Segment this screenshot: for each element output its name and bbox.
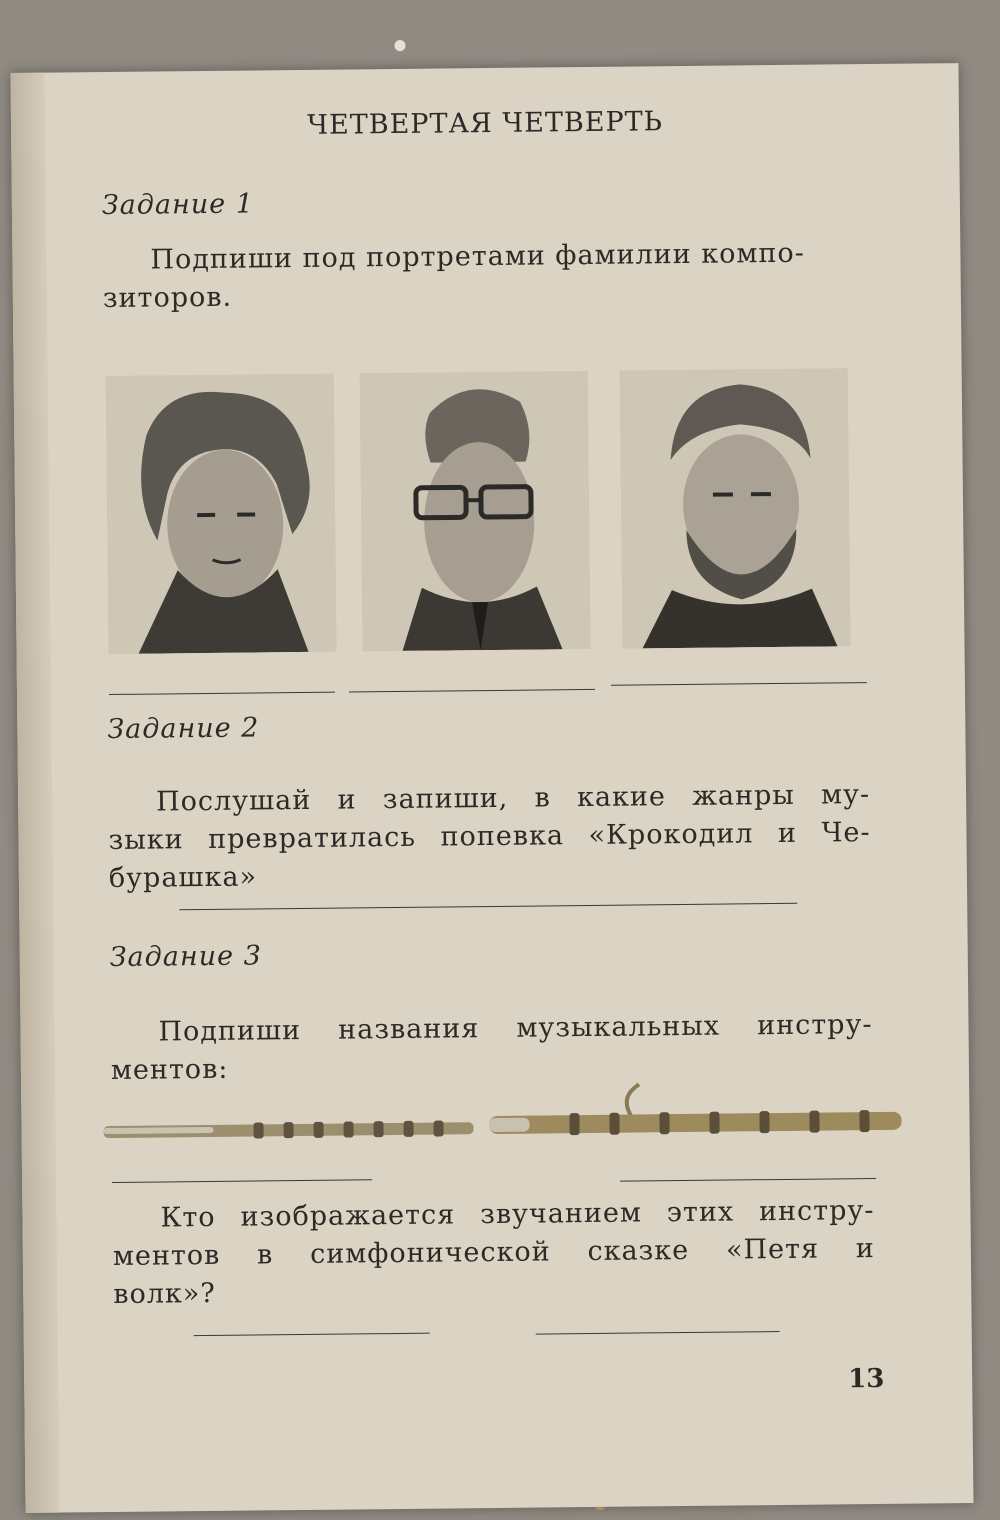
composer-portrait-icon: [106, 374, 337, 654]
composer-portrait-icon: [360, 371, 591, 651]
answer-line-portrait-2[interactable]: [349, 689, 595, 693]
task2-text-line1: Послушай и запиши, в какие жанры му-: [155, 779, 871, 818]
task2-text-line2: зыки превратилась попевка «Крокодил и Че-: [108, 817, 871, 857]
task3-question: [112, 1192, 875, 1314]
answer-line-question-2[interactable]: [536, 1331, 780, 1335]
composer-portrait-icon: [620, 368, 851, 648]
bassoon-image: [489, 1074, 906, 1148]
answer-line-portrait-3[interactable]: [611, 682, 867, 686]
composer-portrait-1: [106, 374, 337, 654]
task1-text: [102, 234, 863, 318]
answer-line-instrument-2[interactable]: [620, 1178, 876, 1182]
task3-text-line1: Подпиши названия музыкальных инстру-: [158, 1009, 873, 1048]
task2-text: [108, 776, 871, 898]
workbook-page: [10, 63, 973, 1513]
task3-title: Задание 3: [109, 940, 262, 974]
composer-portrait-3: [620, 368, 851, 648]
answer-line-instrument-1[interactable]: [112, 1179, 372, 1183]
task3-question-line1: Кто изображается звучанием этих инстру-: [160, 1195, 875, 1234]
task1-text-line2: зиторов.: [102, 281, 233, 315]
page-number: 13: [848, 1363, 885, 1395]
answer-line-portrait-1[interactable]: [109, 692, 335, 695]
task1-text-line1: Подпиши под портретами фамилии компо-: [150, 237, 805, 276]
answer-line-task2[interactable]: [179, 903, 797, 910]
page-fold: [10, 73, 59, 1513]
task3-text-line2: ментов:: [110, 1053, 229, 1087]
task3-question-line3: волк»?: [113, 1277, 216, 1310]
flute-image: [103, 1108, 483, 1152]
task3-question-line2: ментов в симфонической сказке «Петя и: [112, 1233, 876, 1272]
chapter-title: ЧЕТВЕРТАЯ ЧЕТВЕРТЬ: [307, 106, 664, 141]
composer-portrait-2: [360, 371, 591, 651]
task2-text-line3: бурашка»: [108, 861, 258, 895]
task2-title: Задание 2: [107, 712, 260, 746]
task1-title: Задание 1: [101, 188, 255, 222]
answer-line-question-1[interactable]: [194, 1333, 430, 1336]
